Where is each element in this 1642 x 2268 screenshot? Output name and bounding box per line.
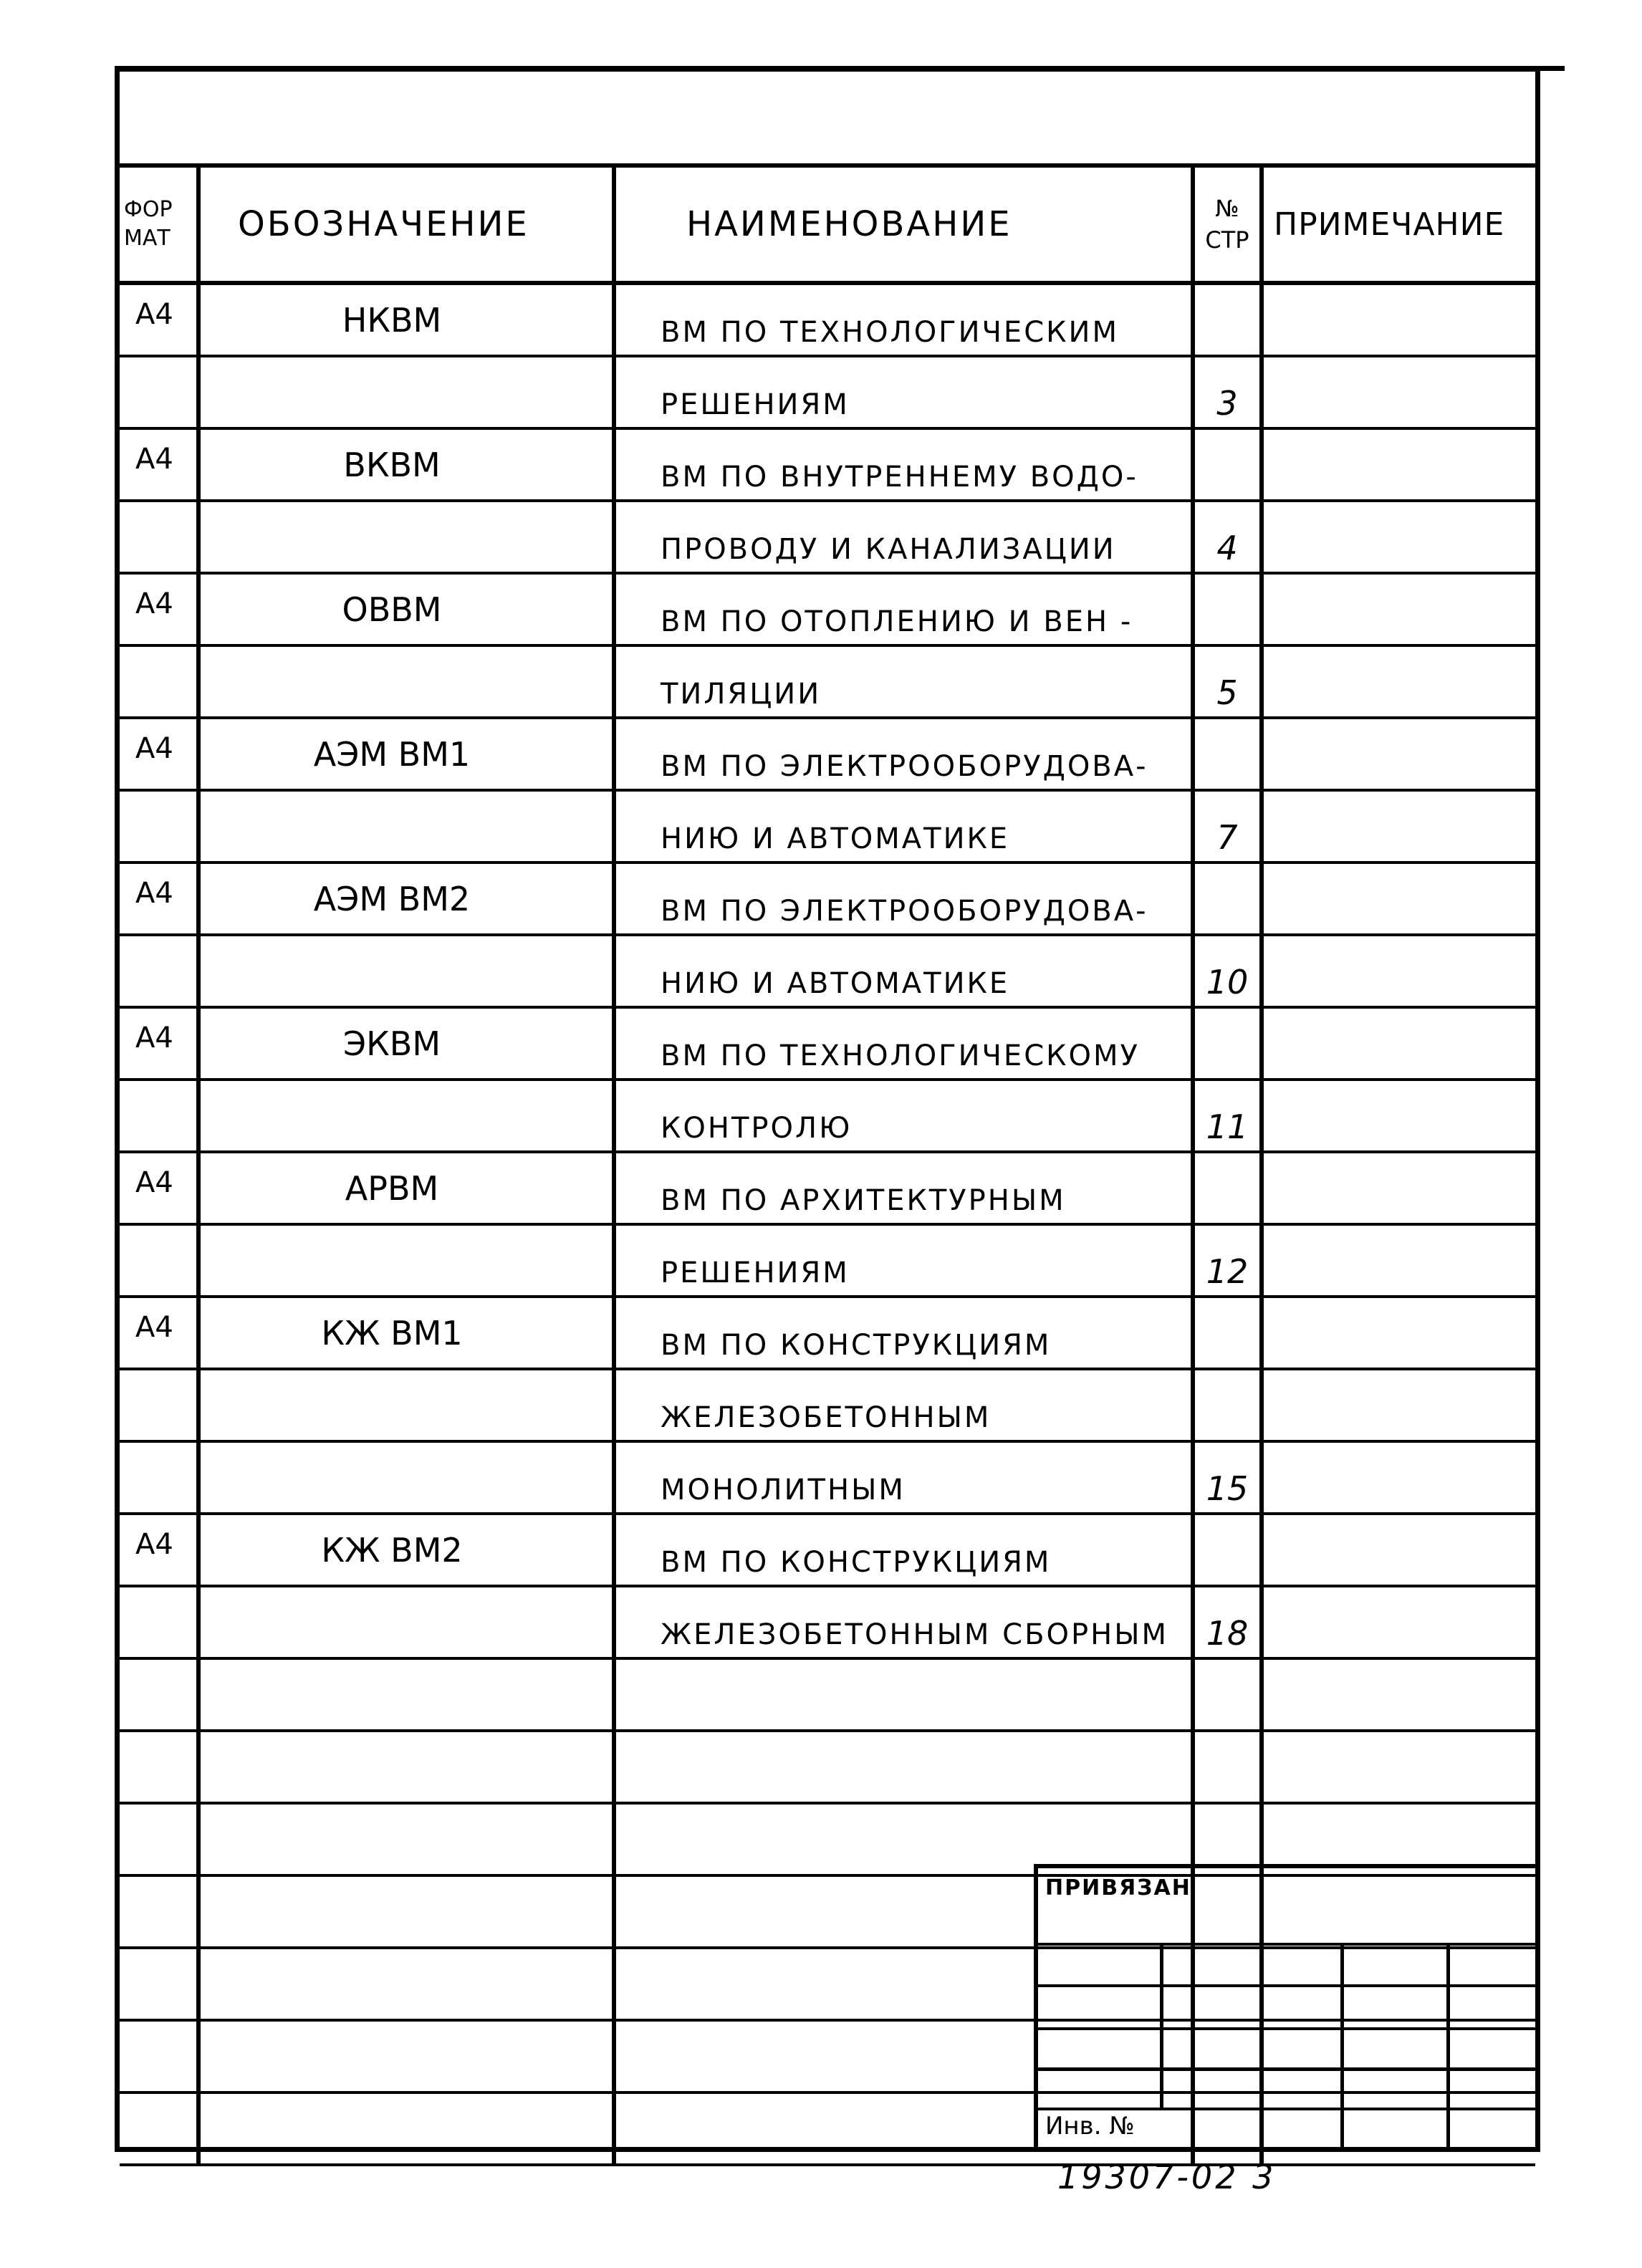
row-format-cell (120, 790, 198, 862)
row-format-cell (120, 1080, 198, 1152)
row-format-cell: А4 (120, 1152, 198, 1224)
row-name-cell (614, 1658, 1193, 1731)
row-note-cell (1262, 645, 1535, 718)
row-name-cell: ВМ ПО КОНСТРУКЦИЯМ (614, 1297, 1193, 1369)
row-format-cell: А4 (120, 862, 198, 935)
row-designation-cell: АЭМ ВМ2 (198, 862, 614, 935)
stamp-divider (1160, 1943, 1163, 2109)
row-name-cell: ПРОВОДУ И КАНАЛИЗАЦИИ (614, 501, 1193, 573)
stamp-divider (1340, 1943, 1344, 2148)
row-format-cell (120, 935, 198, 1007)
stamp-line (1038, 1943, 1535, 1946)
row-designation-cell (198, 1080, 614, 1152)
row-format-cell (120, 2092, 198, 2165)
row-note-cell (1262, 1441, 1535, 1514)
table-row (120, 428, 1535, 501)
row-designation-cell: АРВМ (198, 1152, 614, 1224)
row-name-cell: НИЮ И АВТОМАТИКЕ (614, 790, 1193, 862)
row-designation-cell (198, 1586, 614, 1658)
row-note-cell (1262, 1514, 1535, 1586)
row-format-cell: А4 (120, 1297, 198, 1369)
row-format-cell: А4 (120, 283, 198, 356)
row-format-cell (120, 1731, 198, 1803)
row-note-cell (1262, 501, 1535, 573)
table-row (120, 283, 1535, 356)
table-row (120, 1441, 1535, 1514)
table-header-row (120, 168, 1535, 283)
table-row (120, 1369, 1535, 1441)
row-note-cell (1262, 283, 1535, 356)
row-designation-cell: КЖ ВМ1 (198, 1297, 614, 1369)
row-page-cell: 10 (1193, 935, 1262, 1007)
row-designation-cell (198, 1731, 614, 1803)
stamp-line (1038, 1984, 1535, 1987)
stamp-divider (1446, 1943, 1450, 2148)
row-designation-cell: ЭКВМ (198, 1007, 614, 1080)
table-row (120, 1514, 1535, 1586)
row-page-cell: 15 (1193, 1441, 1262, 1514)
row-name-cell: РЕШЕНИЯМ (614, 1224, 1193, 1297)
table-row (120, 1152, 1535, 1224)
row-name-cell (614, 1731, 1193, 1803)
row-note-cell (1262, 1080, 1535, 1152)
row-designation-cell (198, 1441, 614, 1514)
row-note-cell (1262, 1007, 1535, 1080)
row-name-cell: ВМ ПО ОТОПЛЕНИЮ И ВЕН - (614, 573, 1193, 645)
row-name-cell: МОНОЛИТНЫМ (614, 1441, 1193, 1514)
row-format-cell (120, 1586, 198, 1658)
header-page-number: № СТР (1193, 168, 1262, 283)
row-page-cell (1193, 718, 1262, 790)
row-note-cell (1262, 862, 1535, 935)
row-format-cell (120, 1658, 198, 1731)
row-note-cell (1262, 573, 1535, 645)
drawing-sheet (115, 66, 1540, 2152)
row-designation-cell: АЭМ ВМ1 (198, 718, 614, 790)
row-page-cell (1193, 283, 1262, 356)
table-row (120, 1080, 1535, 1152)
title-block-stamp (1034, 1864, 1535, 2148)
row-page-cell (1193, 862, 1262, 935)
row-page-cell (1193, 428, 1262, 501)
row-format-cell (120, 2020, 198, 2092)
row-format-cell (120, 501, 198, 573)
row-designation-cell (198, 1875, 614, 1948)
header-format: ФОР МАТ (120, 168, 198, 283)
stamp-line (1038, 2027, 1535, 2030)
row-note-cell (1262, 1152, 1535, 1224)
row-note-cell (1262, 1658, 1535, 1731)
table-row (120, 1224, 1535, 1297)
row-format-cell (120, 1948, 198, 2020)
sheet-top-line-extension (1540, 66, 1565, 71)
row-designation-cell (198, 2092, 614, 2165)
table-row (120, 1007, 1535, 1080)
row-page-cell: 5 (1193, 645, 1262, 718)
row-page-cell: 11 (1193, 1080, 1262, 1152)
row-name-cell: ЖЕЛЕЗОБЕТОННЫМ СБОРНЫМ (614, 1586, 1193, 1658)
row-name-cell: НИЮ И АВТОМАТИКЕ (614, 935, 1193, 1007)
table-row (120, 1731, 1535, 1803)
row-page-cell (1193, 1297, 1262, 1369)
row-designation-cell (198, 356, 614, 428)
row-name-cell: ВМ ПО КОНСТРУКЦИЯМ (614, 1514, 1193, 1586)
header-name: НАИМЕНОВАНИЕ (614, 168, 1193, 283)
row-format-cell (120, 1369, 198, 1441)
row-note-cell (1262, 428, 1535, 501)
row-format-cell (120, 1224, 198, 1297)
row-designation-cell (198, 1803, 614, 1875)
document-number: 19307-02 3 (1057, 2158, 1277, 2196)
table-row (120, 356, 1535, 428)
row-format-cell: А4 (120, 1007, 198, 1080)
row-page-cell (1193, 1658, 1262, 1731)
row-name-cell: ВМ ПО АРХИТЕКТУРНЫМ (614, 1152, 1193, 1224)
row-note-cell (1262, 1731, 1535, 1803)
stamp-line (1038, 2108, 1535, 2110)
row-page-cell (1193, 1514, 1262, 1586)
row-page-cell: 7 (1193, 790, 1262, 862)
row-note-cell (1262, 1224, 1535, 1297)
table-row (120, 1297, 1535, 1369)
table-row (120, 1586, 1535, 1658)
row-note-cell (1262, 790, 1535, 862)
table-row (120, 573, 1535, 645)
row-format-cell (120, 1803, 198, 1875)
row-name-cell: ВМ ПО ВНУТРЕННЕМУ ВОДО- (614, 428, 1193, 501)
header-note: ПРИМЕЧАНИЕ (1262, 168, 1535, 283)
sheet-top-strip (120, 72, 1535, 168)
row-name-cell: КОНТРОЛЮ (614, 1080, 1193, 1152)
table-row (120, 1658, 1535, 1731)
row-name-cell: ВМ ПО ЭЛЕКТРООБОРУДОВА- (614, 862, 1193, 935)
row-designation-cell (198, 1224, 614, 1297)
row-page-cell (1193, 1731, 1262, 1803)
table-row (120, 862, 1535, 935)
row-designation-cell (198, 501, 614, 573)
row-designation-cell (198, 790, 614, 862)
row-format-cell (120, 356, 198, 428)
row-format-cell: А4 (120, 1514, 198, 1586)
row-note-cell (1262, 1369, 1535, 1441)
row-page-cell: 4 (1193, 501, 1262, 573)
row-designation-cell (198, 1658, 614, 1731)
row-page-cell (1193, 1152, 1262, 1224)
row-note-cell (1262, 1586, 1535, 1658)
row-format-cell (120, 645, 198, 718)
row-designation-cell: КЖ ВМ2 (198, 1514, 614, 1586)
table-row (120, 935, 1535, 1007)
row-name-cell: ТИЛЯЦИИ (614, 645, 1193, 718)
row-designation-cell (198, 1948, 614, 2020)
row-page-cell: 12 (1193, 1224, 1262, 1297)
row-designation-cell (198, 2020, 614, 2092)
stamp-line (1038, 2067, 1535, 2071)
stamp-inventory-label: Инв. № (1045, 2112, 1135, 2140)
row-designation-cell (198, 1369, 614, 1441)
header-designation: ОБОЗНАЧЕНИЕ (198, 168, 614, 283)
row-name-cell: ВМ ПО ТЕХНОЛОГИЧЕСКОМУ (614, 1007, 1193, 1080)
row-page-cell (1193, 1369, 1262, 1441)
row-designation-cell (198, 935, 614, 1007)
stamp-attached-label: ПРИВЯЗАН (1045, 1875, 1191, 1901)
row-name-cell: ЖЕЛЕЗОБЕТОННЫМ (614, 1369, 1193, 1441)
row-format-cell: А4 (120, 428, 198, 501)
row-page-cell: 18 (1193, 1586, 1262, 1658)
row-note-cell (1262, 718, 1535, 790)
table-row (120, 718, 1535, 790)
row-note-cell (1262, 1297, 1535, 1369)
row-page-cell (1193, 573, 1262, 645)
row-format-cell (120, 1875, 198, 1948)
row-designation-cell: НКВМ (198, 283, 614, 356)
table-row (120, 501, 1535, 573)
row-name-cell: ВМ ПО ТЕХНОЛОГИЧЕСКИМ (614, 283, 1193, 356)
row-name-cell: ВМ ПО ЭЛЕКТРООБОРУДОВА- (614, 718, 1193, 790)
row-designation-cell (198, 645, 614, 718)
row-designation-cell: ОВВМ (198, 573, 614, 645)
row-name-cell: РЕШЕНИЯМ (614, 356, 1193, 428)
row-designation-cell: ВКВМ (198, 428, 614, 501)
row-page-cell (1193, 1007, 1262, 1080)
row-format-cell: А4 (120, 573, 198, 645)
row-note-cell (1262, 356, 1535, 428)
row-note-cell (1262, 935, 1535, 1007)
row-format-cell (120, 1441, 198, 1514)
row-page-cell: 3 (1193, 356, 1262, 428)
table-row (120, 645, 1535, 718)
row-format-cell: А4 (120, 718, 198, 790)
table-row (120, 790, 1535, 862)
